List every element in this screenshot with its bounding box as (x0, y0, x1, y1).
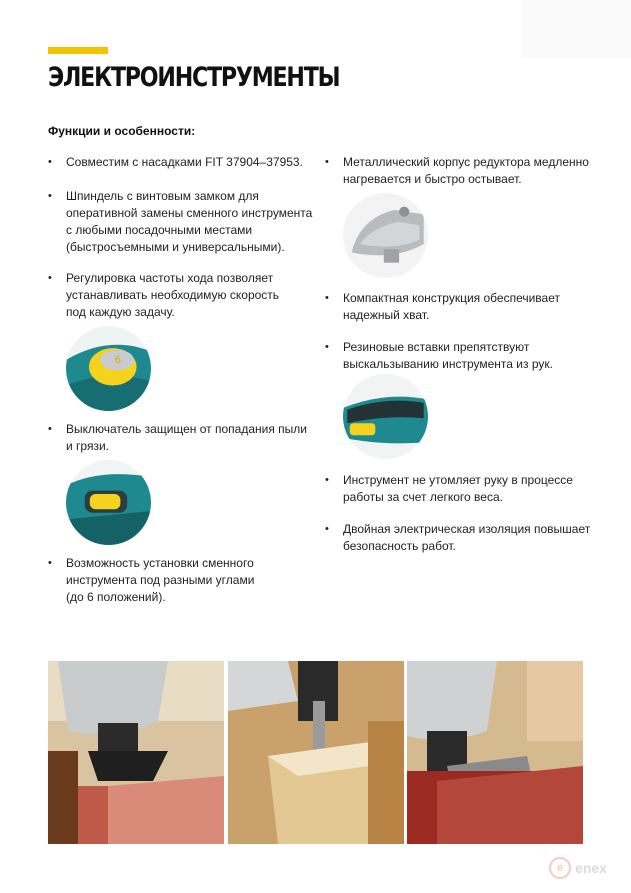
photo-scraping-paint (407, 661, 583, 844)
bullet: • (48, 423, 52, 435)
feature-item-double-insulation: • Двойная электрическая изоляция повышает безопасность работ. (325, 522, 591, 553)
bullet: • (325, 474, 329, 486)
bullet: • (48, 272, 52, 284)
bullet: • (325, 292, 329, 304)
bullet: • (48, 190, 52, 202)
bullet: • (48, 156, 52, 168)
speed-dial-image (66, 326, 151, 411)
rubber-grip-image (343, 374, 428, 459)
photo-cutting-painted-wood (48, 661, 224, 844)
feature-item-compatibility: • Совместим с насадками FIT 37904–37953. (48, 155, 303, 169)
brand-logo-icon: e (549, 857, 571, 879)
corner-decoration (521, 0, 631, 58)
feature-item-metal-gear-housing: • Металлический корпус редуктора медленно нагревается и быстро остывает. (325, 155, 589, 186)
bullet: • (325, 523, 329, 535)
feature-item-dust-protected-switch: • Выключатель защищен от попадания пыли и грязи. (48, 422, 308, 453)
bullet: • (48, 557, 52, 569)
feature-item-compact-design: • Компактная конструкция обеспечивает надежный хват. (325, 291, 560, 322)
feature-item-rubber-inserts: • Резиновые вставки препятствуют выскальзыванию инструмента из рук. (325, 340, 553, 371)
speed-dial-digit: 6 (114, 355, 121, 367)
feature-item-light-weight: • Инструмент не утомляет руку в процессе работы за счет легкого веса. (325, 473, 573, 504)
brand-name: enex (575, 860, 607, 876)
features-subheading: Функции и особенности: (48, 124, 196, 138)
page-title: ЭЛЕКТРОИНСТРУМЕНТЫ (48, 62, 340, 93)
feature-item-angle-positions: • Возможность установки сменного инструмента под разными углами (до 6 положений). (48, 556, 255, 604)
bullet: • (325, 341, 329, 353)
switch-image (66, 460, 151, 545)
photo-plunge-cut-wood (228, 661, 404, 844)
feature-item-spindle-lock: • Шпиндель с винтовым замком для оперативной замены сменного инструмента с любыми посадочными местами (быстросъемными и универсальными). (48, 189, 313, 254)
brand-logo (549, 857, 607, 879)
title-accent-bar (48, 47, 108, 54)
gear-housing-image (343, 193, 428, 278)
bullet: • (325, 156, 329, 168)
feature-item-speed-control: • Регулировка частоты хода позволяет устанавливать необходимую скорость под каждую задачу. (48, 271, 280, 319)
